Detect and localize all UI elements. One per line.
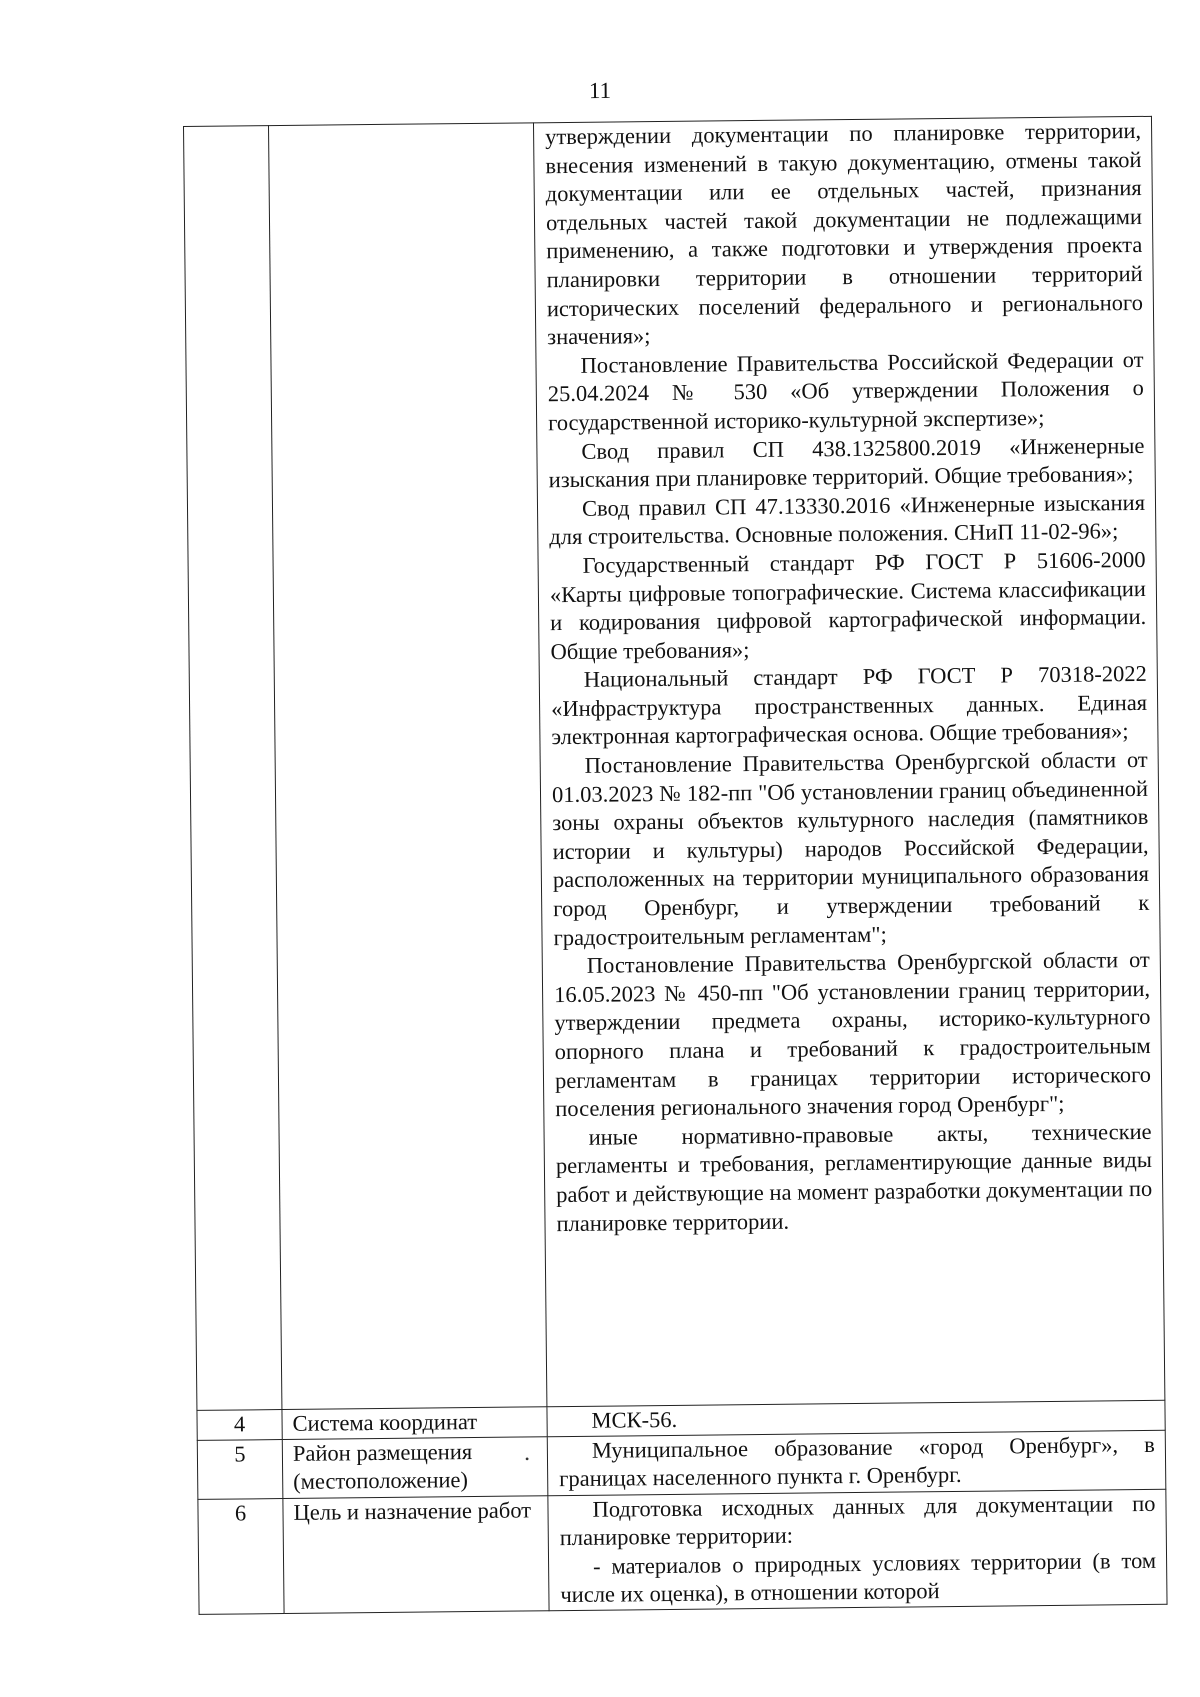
row-name-cell: Система координат xyxy=(282,1407,547,1439)
value-paragraph: Постановление Правительства Российской Федерации от 25.04.2024 № 530 «Об утверждении Положения о государственной историко-культурной экспертизе»; xyxy=(547,346,1144,436)
value-paragraph: иные нормативно-правовые акты, технические регламенты и требования, регламентирующие данные виды работ и действующие на момент разработки документации по планировке территории. xyxy=(555,1118,1153,1236)
scan-mark-icon: • xyxy=(525,1452,530,1466)
value-paragraph: Подготовка исходных данных для документации по планировке территории: xyxy=(559,1490,1156,1551)
table-row xyxy=(197,1430,1166,1499)
row-value-cell xyxy=(533,116,1164,1406)
row-name-cell: Район размещения (местоположение) xyxy=(282,1436,548,1498)
row-value-cell xyxy=(548,1489,1167,1611)
value-paragraph: Национальный стандарт РФ ГОСТ Р 70318-2022 «Инфраструктура пространственных данных. Единая электронная картографическая основа. Общие требования»; xyxy=(550,661,1148,750)
row-number-cell: 5 xyxy=(197,1439,283,1499)
value-paragraph: Муниципальное образование «город Оренбург», в границах населенного пункта г. Оренбург. xyxy=(559,1431,1155,1492)
value-paragraph: Свод правил СП 438.1325800.2019 «Инженерные изыскания при планировке территорий. Общие требования»; xyxy=(548,432,1145,493)
value-paragraph: Свод правил СП 47.13330.2016 «Инженерные изыскания для строительства. Основные положения. СНиП 11-02-96»; xyxy=(549,489,1146,550)
page-number: 11 xyxy=(588,77,612,104)
row-number-cell: 4 xyxy=(197,1410,282,1440)
value-paragraph: утверждении документации по планировке территории, внесения изменений в такую документацию, отмены такой документации или ее отдельных частей, признания отдельных частей такой документации не подлежащими применению, а также подготовки и утверждения проекта планировки территории в отношении территорий исторических поселений федерального и регионального значения»; xyxy=(545,117,1144,350)
value-paragraph: Постановление Правительства Оренбургской области от 01.03.2023 № 182-пп "Об установлении границ объединенной зоны охраны объектов культурного наследия (памятников истории и культуры) народов Российской Федерации, расположенных на территории муниципального образования город Оренбург, и утверждении требований к градостроительным регламентам"; xyxy=(551,746,1150,950)
row-name-cell xyxy=(269,123,547,1410)
table-row xyxy=(184,116,1165,1410)
value-paragraph: Постановление Правительства Оренбургской области от 16.05.2023 № 450-пп "Об установлении границ территории, утверждении предмета охраны, историко-культурного опорного плана и требований к градостроительным регламентам в границах территории исторического поселения регионального значения город Оренбург"; xyxy=(553,947,1152,1122)
row-value-cell xyxy=(547,1430,1166,1495)
value-paragraph: Государственный стандарт РФ ГОСТ Р 51606-2000 «Карты цифровые топографические. Система классификации и кодирования цифровой картографической информации. Общие требования»; xyxy=(549,546,1147,664)
requirements-table xyxy=(183,116,1168,1615)
value-paragraph: МСК-56. xyxy=(591,1406,678,1433)
row-number-cell: 6 xyxy=(198,1498,284,1614)
value-paragraph: - материалов о природных условиях территории (в том числе их оценка), в отношении которой xyxy=(560,1547,1157,1608)
row-name-cell: Цель и назначение работ xyxy=(283,1495,549,1613)
row-number-cell xyxy=(184,126,282,1411)
table-row xyxy=(198,1489,1167,1615)
